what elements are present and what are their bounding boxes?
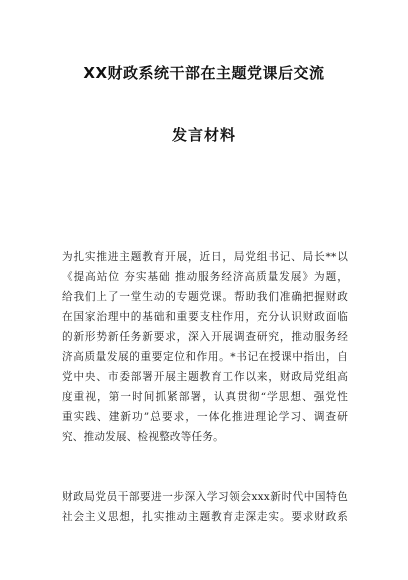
paragraph-line: 度重视，第一时间抓紧部署，认真贯彻“学思想、强党性 — [62, 391, 348, 403]
paragraph-line: 《提高站位 夯实基础 推动服务经济高质量发展》为题， — [62, 271, 348, 283]
paragraph-line: 重实践、建新功”总要求，一体化推进理论学习、调查研 — [62, 411, 348, 423]
paragraph-line: 给我们上了一堂生动的专题党课。帮助我们准确把握财政 — [62, 291, 348, 303]
document-subtitle: 发言材料 — [171, 126, 236, 144]
paragraph-line: 社会主义思想，扎实推动主题教育走深走实。要求财政系 — [62, 511, 348, 523]
document-title: XX财政系统干部在主题党课后交流 — [83, 64, 325, 82]
paragraph-line: 究、推动发展、检视整改等任务。 — [62, 431, 224, 443]
paragraph-line: 在国家治理中的基础和重要支柱作用，充分认识财政面临 — [62, 311, 348, 323]
paragraph-line: 的新形势新任务新要求，深入开展调查研究，推动服务经 — [62, 331, 348, 343]
paragraph-line: 党中央、市委部署开展主题教育工作以来，财政局党组高 — [62, 371, 348, 383]
paragraph-line: 为扎实推进主题教育开展，近日，局党组书记、局长**以 — [62, 251, 348, 263]
paragraph-line: 财政局党员干部要进一步深入学习领会xxx新时代中国特色 — [62, 491, 348, 503]
paragraph-line: 济高质量发展的重要定位和作用。*书记在授课中指出，自 — [62, 351, 348, 363]
